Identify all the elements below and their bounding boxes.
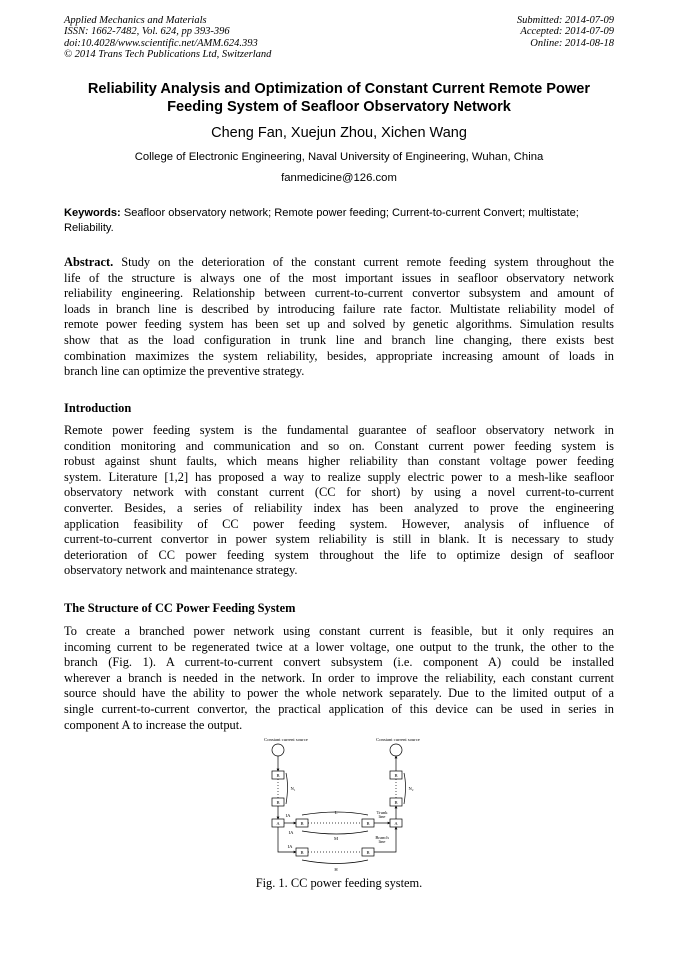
- n1-label: N₁: [290, 786, 296, 791]
- journal-info: [64, 15, 394, 61]
- ia-label: IA: [287, 844, 293, 849]
- block-b-label: B: [394, 800, 398, 805]
- copyright: © 2014 Trans Tech Publications Ltd, Switzerland: [64, 49, 272, 61]
- source-label-right: Constant current source: [376, 737, 420, 742]
- abstract-line: loads in branch line is described by introducing failure rate factor. Multistate reliability model of: [64, 301, 614, 316]
- figure-caption: Fig. 1. CC power feeding system.: [255, 876, 423, 890]
- block-b-label: B: [394, 773, 398, 778]
- body-line: To create a branched power network using constant current is feasible, but it only requires an: [64, 624, 614, 638]
- body-line: Remote power feeding system is the fundamental guarantee of seafloor observatory network in: [64, 423, 614, 437]
- body-line: source should have the ability to power the whole network separately. Due to the limited output of a: [64, 686, 614, 701]
- body-line: branch (Fig. 1). A current-to-current convert subsystem (i.e. component A) could be installed: [64, 655, 614, 670]
- keywords: [64, 206, 614, 236]
- power-feeding-diagram: [258, 736, 422, 874]
- keywords-label: Keywords:: [64, 207, 121, 219]
- journal-name: Applied Mechanics and Materials: [64, 15, 207, 26]
- block-a-label: A: [394, 821, 398, 826]
- block-a-label: A: [276, 821, 280, 826]
- current-source-right: [390, 744, 402, 756]
- body-line: deterioration of CC power feeding system throughout the life to optimize design of seafloor: [64, 547, 614, 562]
- body-line: observatory network with constant current (CC for short) by using a novel current-to-current: [64, 485, 614, 500]
- trunk-line-label: line: [378, 814, 386, 819]
- block-b-label: B: [276, 773, 280, 778]
- figure-cc-power-feeding: [258, 736, 422, 874]
- abstract: [64, 255, 614, 380]
- section-heading-structure: The Structure of CC Power Feeding System: [64, 601, 296, 615]
- block-b-label: B: [366, 821, 370, 826]
- ia-label: IA: [288, 830, 294, 835]
- abstract-line: show that as the load configuration in trunk line and branch line changing, there exists best: [64, 332, 614, 347]
- paper-title: [58, 80, 620, 116]
- trunk-line-label: Trunk: [376, 810, 388, 815]
- m-label: M: [333, 836, 339, 841]
- body-line: condition monitoring and communication and so on. Constant current power feeding system is: [64, 438, 614, 453]
- abstract-line: combination maximizes the system reliability, besides, appropriate increasing amount of loads in: [64, 348, 614, 363]
- body-line: component A to increase the output.: [64, 717, 243, 732]
- body-line: robust against shunt faults, which means higher reliability than constant voltage power feeding: [64, 454, 614, 469]
- authors: Cheng Fan, Xuejun Zhou, Xichen Wang: [211, 125, 467, 141]
- abstract-line: reliability engineering. Relationship between current-to-current convertor subsystem and amount of: [64, 286, 614, 301]
- body-line: current-to-current convertor in power system reliability is still in blank. It is necessary to study: [64, 532, 614, 547]
- body-line: converter. Besides, a series of reliability index has been analyzed to prove the engineering: [64, 500, 614, 515]
- h-label: H: [334, 867, 338, 872]
- online-date: Online: 2014-08-18: [530, 37, 614, 49]
- abstract-line: branch line can optimize the preventive strategy.: [64, 364, 305, 379]
- abstract-line: Abstract. Study on the deterioration of the constant current remote feeding system throughout the: [64, 255, 614, 269]
- block-b-label: B: [276, 800, 280, 805]
- branch-line-label: Branch: [375, 835, 389, 840]
- title-line: Reliability Analysis and Optimization of Constant Current Remote Power: [87, 81, 591, 97]
- submission-dates: [354, 15, 614, 49]
- branch-line-label: line: [378, 839, 386, 844]
- section-heading-introduction: Introduction: [64, 401, 132, 415]
- body-line: system. Literature [1,2] has proposed a way to realize supply electric power to a mesh-like seafloor: [64, 469, 614, 484]
- abstract-label: Abstract.: [64, 255, 114, 269]
- l-label: L: [334, 810, 338, 815]
- abstract-line: life of the structure is always one of the most important issues in seafloor observatory network: [64, 270, 614, 285]
- source-label-left: Constant current source: [264, 737, 308, 742]
- body-line: wherever a branch is needed in the network. In order to improve the reliability, each constant current: [64, 670, 614, 685]
- abstract-line: remote power feeding system has been set up and solved by genetic algorithms. Simulation results: [64, 317, 614, 332]
- block-b-label: B: [366, 850, 370, 855]
- block-b-label: B: [300, 821, 304, 826]
- current-source-left: [272, 744, 284, 756]
- body-line: application feasibility of CC power feeding system. However, analysis of influence of: [64, 516, 614, 531]
- body-line: observatory network and maintenance strategy.: [64, 563, 298, 578]
- doi-link[interactable]: doi:10.4028/www.scientific.net/AMM.624.393: [64, 37, 258, 49]
- ia-label: IA: [285, 813, 291, 818]
- title-line: Feeding System of Seafloor Observatory Network: [167, 99, 511, 115]
- introduction-body: [64, 423, 614, 579]
- affiliation: College of Electronic Engineering, Naval University of Engineering, Wuhan, China: [134, 151, 544, 163]
- body-line: incoming current to be regenerated twice at a lower voltage, one output to the trunk, the other to the: [64, 639, 614, 654]
- email[interactable]: fanmedicine@126.com: [281, 172, 397, 184]
- keywords-text: Seafloor observatory network; Remote power feeding; Current-to-current Convert; multistate; Reliability.: [64, 207, 579, 235]
- structure-body: [64, 624, 614, 733]
- n2-label: N₂: [408, 786, 414, 791]
- journal-issn: ISSN: 1662-7482, Vol. 624, pp 393-396: [64, 26, 230, 38]
- submitted-date: Submitted: 2014-07-09: [516, 15, 614, 26]
- block-b-label: B: [300, 850, 304, 855]
- body-line: single current-to-current convertor, the practical application of this device can be used in series in: [64, 701, 614, 716]
- accepted-date: Accepted: 2014-07-09: [520, 26, 614, 38]
